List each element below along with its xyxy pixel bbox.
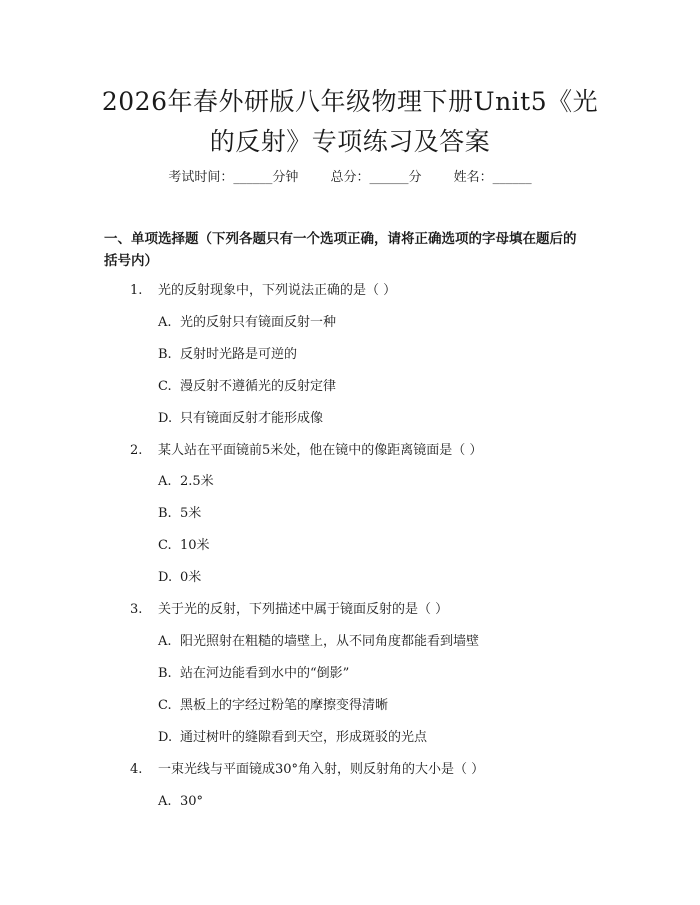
option-letter: B. xyxy=(158,347,172,362)
question-text: 关于光的反射，下列描述中属于镜面反射的是（ ） xyxy=(158,602,449,617)
option-text: 漫反射不遵循光的反射定律 xyxy=(180,379,337,394)
option-letter: C. xyxy=(158,379,172,394)
option-text: 0米 xyxy=(180,570,202,585)
option-letter: C. xyxy=(158,538,172,553)
question-text: 光的反射现象中，下列说法正确的是（ ） xyxy=(158,283,397,298)
title-line-1: 2026年春外研版八年级物理下册Unit5《光 xyxy=(101,87,599,116)
question-text: 一束光线与平面镜成30°角入射，则反射角的大小是（ ） xyxy=(158,762,485,777)
document-title xyxy=(60,82,640,162)
option-text: 10米 xyxy=(180,538,210,553)
question-2 xyxy=(130,442,482,460)
question-2-option-c xyxy=(158,537,210,555)
exam-meta xyxy=(0,168,700,188)
section-heading-line-1: 一、单项选择题（下列各题只有一个选项正确，请将正确选项的字母填在题后的 xyxy=(104,231,577,247)
option-text: 阳光照射在粗糙的墙壁上，从不同角度都能看到墙壁 xyxy=(180,634,480,649)
option-letter: B. xyxy=(158,666,172,681)
name-field: 姓名：______ xyxy=(453,170,532,185)
question-3-option-a xyxy=(158,633,479,651)
question-1-option-a xyxy=(158,314,336,332)
question-4 xyxy=(130,761,484,779)
exam-time-field: 考试时间：______分钟 xyxy=(168,170,299,185)
question-1 xyxy=(130,282,396,300)
option-letter: D. xyxy=(158,411,173,426)
question-3-option-b xyxy=(158,665,349,683)
option-letter: A. xyxy=(158,634,172,649)
question-2-option-b xyxy=(158,505,201,523)
option-letter: A. xyxy=(158,794,172,809)
question-number: 1. xyxy=(130,283,143,298)
option-text: 只有镜面反射才能形成像 xyxy=(180,411,324,426)
option-letter: A. xyxy=(158,315,172,330)
question-3-option-c xyxy=(158,697,388,715)
question-2-option-a xyxy=(158,473,214,491)
question-2-option-d xyxy=(158,569,201,587)
option-text: 30° xyxy=(180,794,204,809)
question-1-option-c xyxy=(158,378,336,396)
question-number: 2. xyxy=(130,443,143,458)
option-text: 反射时光路是可逆的 xyxy=(180,347,298,362)
option-letter: D. xyxy=(158,730,173,745)
option-text: 2.5米 xyxy=(180,474,214,489)
option-text: 5米 xyxy=(180,506,202,521)
option-letter: A. xyxy=(158,474,172,489)
question-number: 3. xyxy=(130,602,143,617)
question-text: 某人站在平面镜前5米处，他在镜中的像距离镜面是（ ） xyxy=(158,443,483,458)
option-text: 站在河边能看到水中的“倒影” xyxy=(180,666,350,681)
option-text: 光的反射只有镜面反射一种 xyxy=(180,315,337,330)
question-4-option-a xyxy=(158,793,203,811)
question-3-option-d xyxy=(158,729,427,747)
option-letter: B. xyxy=(158,506,172,521)
section-heading-line-2: 括号内） xyxy=(104,253,158,269)
question-number: 4. xyxy=(130,762,143,777)
question-1-option-d xyxy=(158,410,323,428)
option-text: 黑板上的字经过粉笔的摩擦变得清晰 xyxy=(180,698,389,713)
section-heading xyxy=(104,228,604,272)
option-letter: D. xyxy=(158,570,173,585)
title-line-2: 的反射》专项练习及答案 xyxy=(209,127,491,156)
total-score-field: 总分：______分 xyxy=(330,170,422,185)
option-letter: C. xyxy=(158,698,172,713)
question-1-option-b xyxy=(158,346,297,364)
question-3 xyxy=(130,601,448,619)
option-text: 通过树叶的缝隙看到天空，形成斑驳的光点 xyxy=(180,730,428,745)
